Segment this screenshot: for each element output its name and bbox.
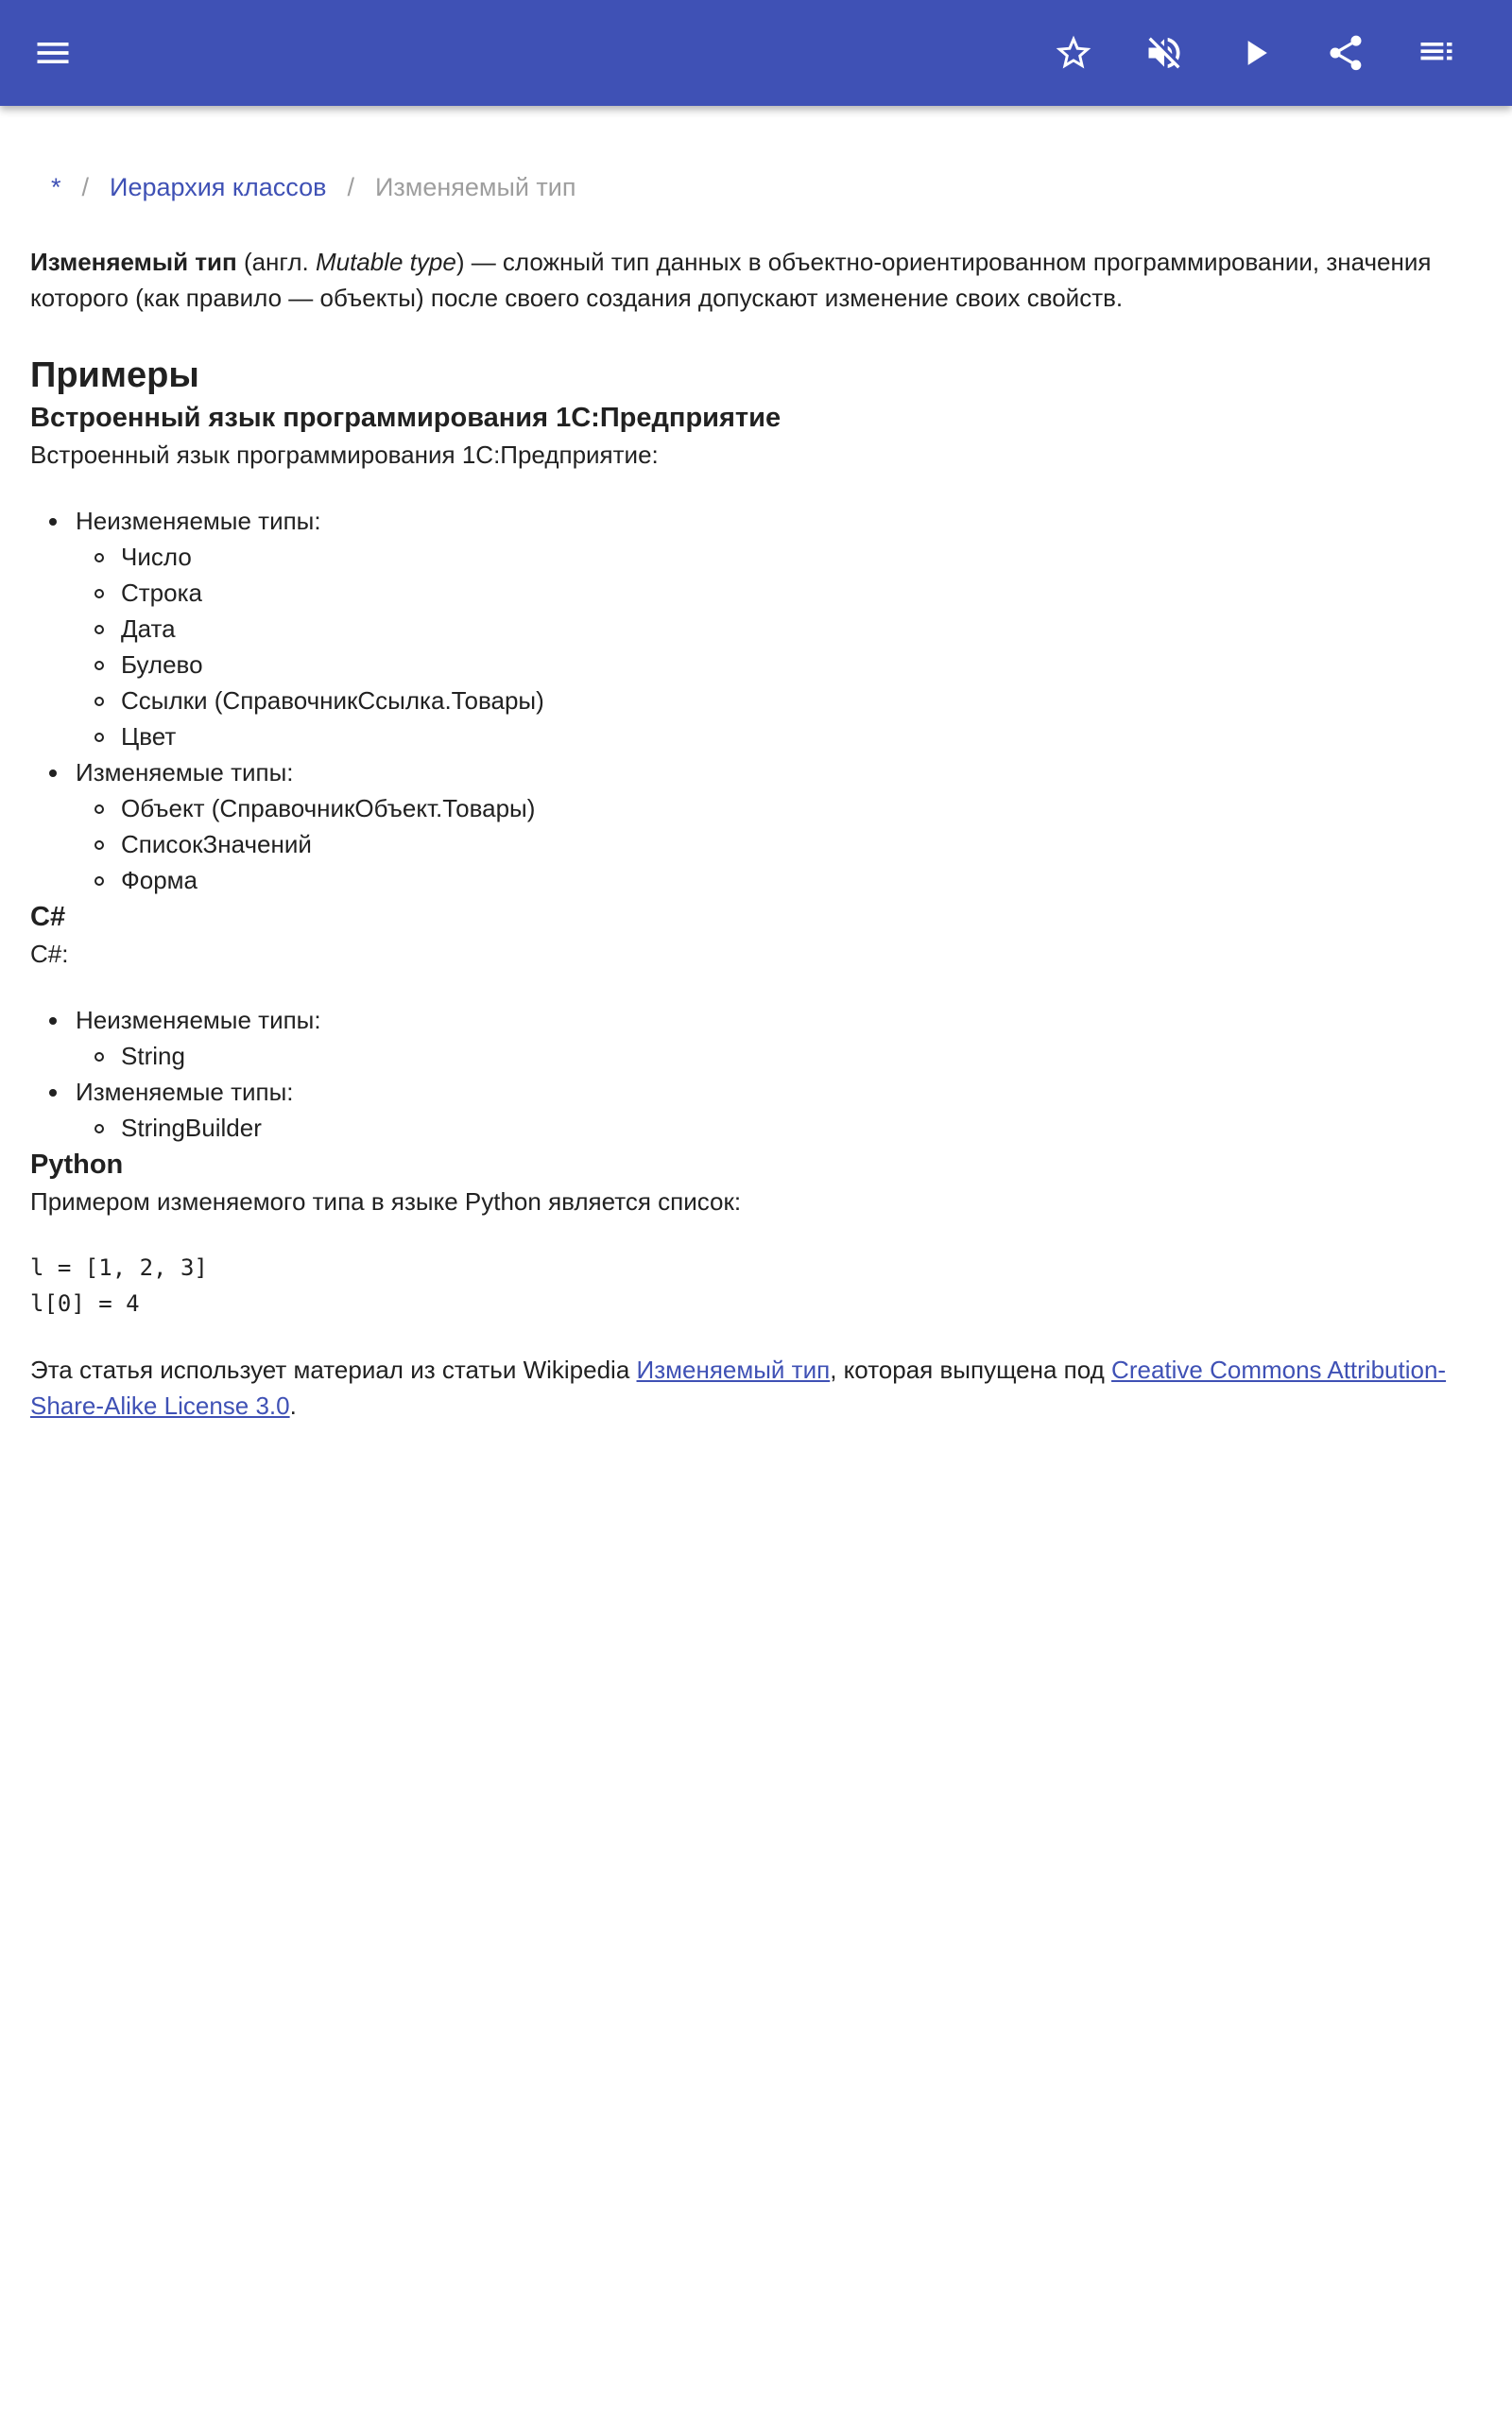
code-block — [30, 1250, 1482, 1322]
code-line: l[0] = 4 — [30, 1290, 140, 1317]
playlist-icon[interactable] — [1414, 30, 1459, 76]
share-icon[interactable] — [1323, 30, 1368, 76]
app-bar — [0, 0, 1512, 106]
list-item: Ссылки (СправочникСсылка.Товары) — [30, 683, 1482, 718]
list-item: Дата — [30, 611, 1482, 647]
intro-text: (англ. — [236, 248, 316, 276]
article — [30, 163, 1482, 1424]
list-item — [30, 754, 1482, 898]
types-list-csharp — [30, 1002, 1482, 1146]
breadcrumb-root-link[interactable]: * — [51, 173, 61, 201]
examples-heading: Примеры — [30, 355, 199, 395]
volume-off-icon[interactable] — [1142, 30, 1187, 76]
section-text-python: Примером изменяемого типа в языке Python является список: — [30, 1187, 742, 1216]
list-item: String — [30, 1038, 1482, 1074]
list-item: Число — [30, 539, 1482, 575]
types-list-1c — [30, 503, 1482, 898]
breadcrumb-current: Изменяемый тип — [374, 173, 576, 201]
list-item: СписокЗначений — [30, 826, 1482, 862]
list-item-label: Неизменяемые типы: — [76, 507, 321, 535]
play-icon[interactable] — [1232, 30, 1278, 76]
list-item: Изменяемые типы: StringBuilder — [30, 1074, 1482, 1146]
intro-english-term: Mutable type — [315, 248, 456, 276]
list-item: Объект (СправочникОбъект.Товары) — [30, 790, 1482, 826]
section-heading-python: Python — [30, 1150, 124, 1180]
code-line: l = [1, 2, 3] — [30, 1254, 208, 1281]
section-heading-1c: Встроенный язык программирования 1С:Предприятие — [30, 403, 782, 433]
list-item-label: Изменяемые типы: — [76, 758, 294, 786]
breadcrumb — [30, 163, 1482, 212]
license-footer: Эта статья использует материал из статьи Wikipedia Изменяемый тип, которая выпущена под Creative Commons Attribution-Share-Alike License 3.0. — [30, 1356, 1447, 1420]
list-item: StringBuilder — [30, 1110, 1482, 1146]
breadcrumb-separator: / — [347, 173, 354, 201]
intro-text: ) — сложный тип данных в объектно-ориентированном программировании, значения которого (как правило — объекты) после своего создания допускают изменение своих свойств. — [30, 248, 1432, 312]
license-link[interactable]: Creative Commons Attribution-Share-Alike License 3.0 — [30, 1356, 1447, 1420]
section-heading-csharp: C# — [30, 902, 66, 932]
menu-icon[interactable] — [30, 30, 76, 76]
list-item: Цвет — [30, 718, 1482, 754]
list-item: Булево — [30, 647, 1482, 683]
section-text-csharp: C#: — [30, 940, 69, 968]
intro-paragraph — [30, 244, 1482, 316]
intro-term: Изменяемый тип — [30, 248, 237, 276]
list-item: Форма — [30, 862, 1482, 898]
list-item: Неизменяемые типы: String — [30, 1002, 1482, 1074]
list-item: Строка — [30, 575, 1482, 611]
wikipedia-article-link[interactable]: Изменяемый тип — [636, 1356, 831, 1384]
list-item — [30, 503, 1482, 754]
breadcrumb-separator: / — [81, 173, 90, 201]
section-text-1c: Встроенный язык программирования 1С:Предприятие: — [30, 441, 659, 469]
breadcrumb-parent-link[interactable]: Иерархия классов — [110, 173, 327, 201]
star-icon[interactable] — [1051, 30, 1096, 76]
